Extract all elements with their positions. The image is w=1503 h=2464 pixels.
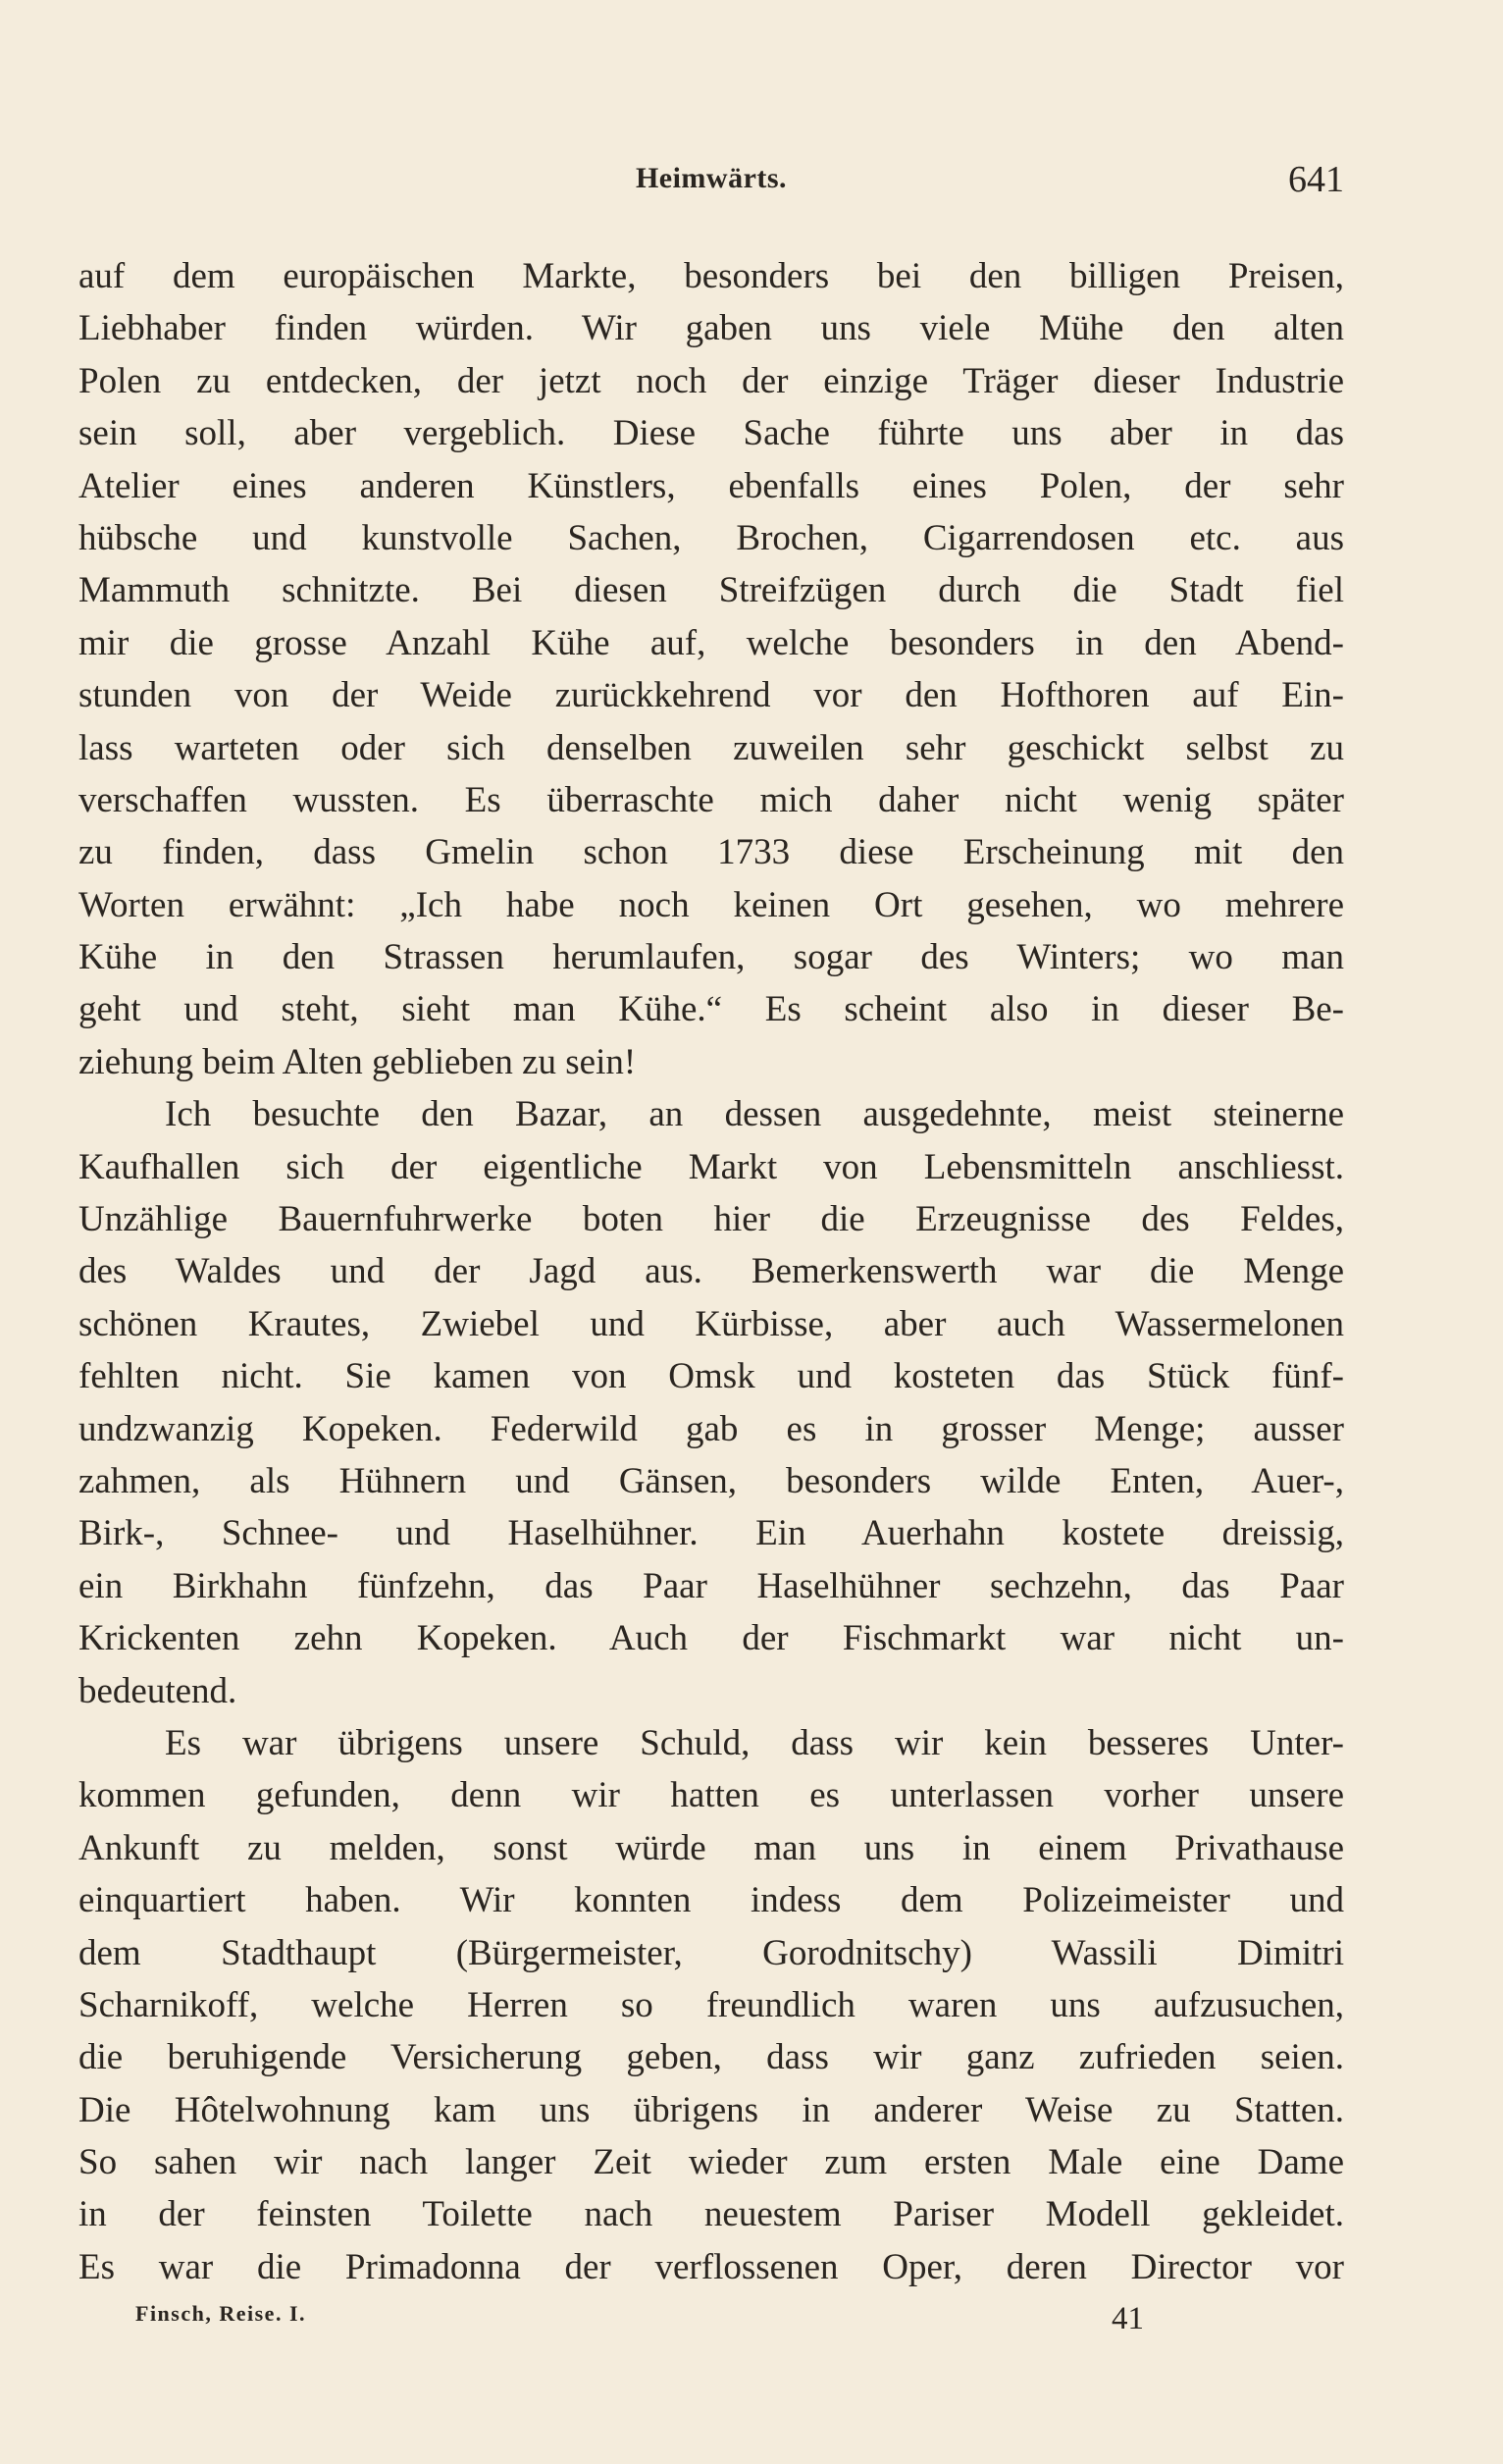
text-line: Birk-, Schnee- und Haselhühner. Ein Auerhahn kostete dreissig,	[78, 1513, 1344, 1554]
text-line: des Waldes und der Jagd aus. Bemerkenswerth war die Menge	[78, 1251, 1344, 1292]
text-line: schönen Krautes, Zwiebel und Kürbisse, aber auch Wassermelonen	[78, 1303, 1344, 1344]
text-line: Die Hôtelwohnung kam uns übrigens in anderer Weise zu Statten.	[78, 2089, 1344, 2130]
text-line: Ankunft zu melden, sonst würde man uns in einem Privathause	[78, 1827, 1344, 1868]
text-line: in der feinsten Toilette nach neuestem Pariser Modell gekleidet.	[78, 2194, 1344, 2235]
text-line: dem Stadthaupt (Bürgermeister, Gorodnitschy) Wassili Dimitri	[78, 1932, 1344, 1973]
text-line: Es war die Primadonna der verflossenen Oper, deren Director vor	[78, 2246, 1344, 2287]
text-line: ein Birkhahn fünfzehn, das Paar Haselhühner sechzehn, das Paar	[78, 1565, 1344, 1606]
text-line: Unzählige Bauernfuhrwerke boten hier die Erzeugnisse des Feldes,	[78, 1199, 1344, 1240]
text-line: Liebhaber finden würden. Wir gaben uns viele Mühe den alten	[78, 308, 1344, 349]
text-line: zu finden, dass Gmelin schon 1733 diese Erscheinung mit den	[78, 832, 1344, 873]
text-line: Kühe in den Strassen herumlaufen, sogar des Winters; wo man	[78, 937, 1344, 978]
text-line: Mammuth schnitzte. Bei diesen Streifzügen durch die Stadt fiel	[78, 570, 1344, 611]
page-footer	[135, 2301, 1215, 2350]
paragraph-start-line: Ich besuchte den Bazar, an dessen ausgedehnte, meist steinerne	[165, 1094, 1344, 1135]
sheet-number: 41	[1112, 2301, 1144, 2336]
text-line: sein soll, aber vergeblich. Diese Sache führte uns aber in das	[78, 413, 1344, 454]
text-line: zahmen, als Hühnern und Gänsen, besonders wilde Enten, Auer-,	[78, 1460, 1344, 1501]
text-line: kommen gefunden, denn wir hatten es unterlassen vorher unsere	[78, 1775, 1344, 1816]
page-number: 641	[1288, 159, 1344, 200]
text-line: Atelier eines anderen Künstlers, ebenfalls eines Polen, der sehr	[78, 465, 1344, 506]
signature-mark: Finsch, Reise. I.	[135, 2301, 306, 2326]
text-line: mir die grosse Anzahl Kühe auf, welche besonders in den Abend-	[78, 622, 1344, 663]
text-line: auf dem europäischen Markte, besonders bei den billigen Preisen,	[78, 256, 1344, 296]
text-line: fehlten nicht. Sie kamen von Omsk und kosteten das Stück fünf-	[78, 1356, 1344, 1397]
text-line: lass warteten oder sich denselben zuweilen sehr geschickt selbst zu	[78, 727, 1344, 768]
text-line: einquartiert haben. Wir konnten indess dem Polizeimeister und	[78, 1880, 1344, 1921]
text-line: stunden von der Weide zurückkehrend vor den Hofthoren auf Ein-	[78, 675, 1344, 716]
paragraph-end-line: bedeutend.	[78, 1670, 237, 1711]
text-line: Scharnikoff, welche Herren so freundlich waren uns aufzusuchen,	[78, 1984, 1344, 2025]
text-line: hübsche und kunstvolle Sachen, Brochen, Cigarrendosen etc. aus	[78, 517, 1344, 558]
text-line: So sahen wir nach langer Zeit wieder zum ersten Male eine Dame	[78, 2142, 1344, 2183]
body-text	[78, 250, 1344, 2293]
text-line: verschaffen wussten. Es überraschte mich daher nicht wenig später	[78, 779, 1344, 820]
running-title: Heimwärts.	[635, 162, 788, 194]
text-line: geht und steht, sieht man Kühe.“ Es scheint also in dieser Be-	[78, 989, 1344, 1030]
text-line: die beruhigende Versicherung geben, dass wir ganz zufrieden seien.	[78, 2037, 1344, 2078]
text-line: Kaufhallen sich der eigentliche Markt von Lebensmitteln anschliesst.	[78, 1146, 1344, 1187]
text-line: Krickenten zehn Kopeken. Auch der Fischmarkt war nicht un-	[78, 1618, 1344, 1659]
paragraph-start-line: Es war übrigens unsere Schuld, dass wir kein besseres Unter-	[165, 1722, 1344, 1763]
paragraph-end-line: ziehung beim Alten geblieben zu sein!	[78, 1041, 637, 1082]
text-line: undzwanzig Kopeken. Federwild gab es in grosser Menge; ausser	[78, 1408, 1344, 1449]
text-line: Worten erwähnt: „Ich habe noch keinen Ort gesehen, wo mehrere	[78, 884, 1344, 925]
text-line: Polen zu entdecken, der jetzt noch der einzige Träger dieser Industrie	[78, 360, 1344, 401]
running-head	[78, 159, 1344, 209]
